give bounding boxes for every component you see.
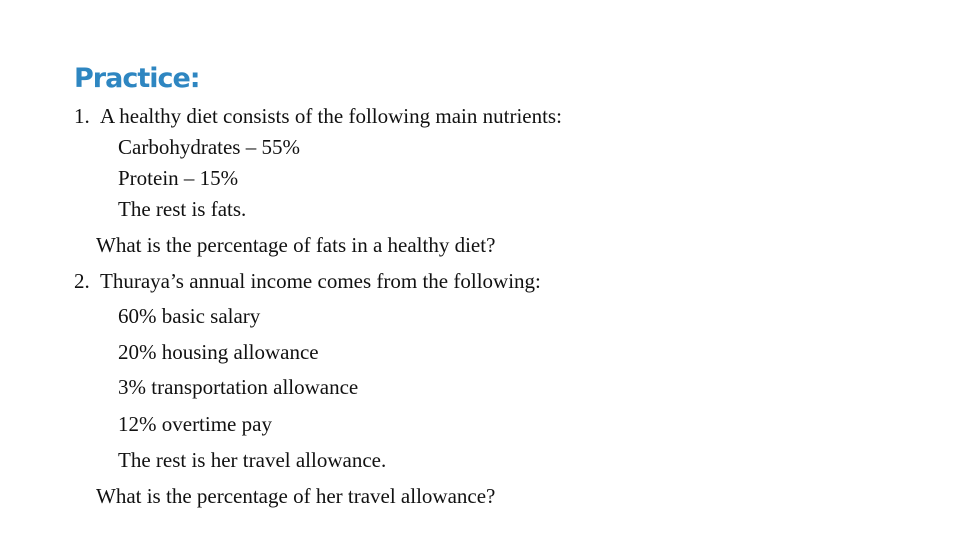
question-2-question: What is the percentage of her travel allowance? <box>96 484 496 508</box>
question-2-text: Thuraya’s annual income comes from the following: <box>100 269 541 293</box>
question-1-item: Carbohydrates – 55% <box>118 135 300 159</box>
question-1-question: What is the percentage of fats in a healthy diet? <box>96 233 496 257</box>
question-2-item: 3% transportation allowance <box>118 375 359 399</box>
question-2-item: 12% overtime pay <box>118 412 272 436</box>
question-1-number: 1. <box>74 104 90 128</box>
question-1-text: A healthy diet consists of the following main nutrients: <box>100 104 562 128</box>
question-2-item: 20% housing allowance <box>118 340 319 364</box>
question-2-number: 2. <box>74 269 90 293</box>
question-2-item: The rest is her travel allowance. <box>118 448 387 472</box>
slide-title: Practice: <box>74 63 200 94</box>
question-1-item: The rest is fats. <box>118 197 247 221</box>
question-1-item: Protein – 15% <box>118 166 239 190</box>
question-2-item: 60% basic salary <box>118 304 261 328</box>
question-2-stem <box>74 268 541 294</box>
question-1-stem <box>74 103 562 129</box>
